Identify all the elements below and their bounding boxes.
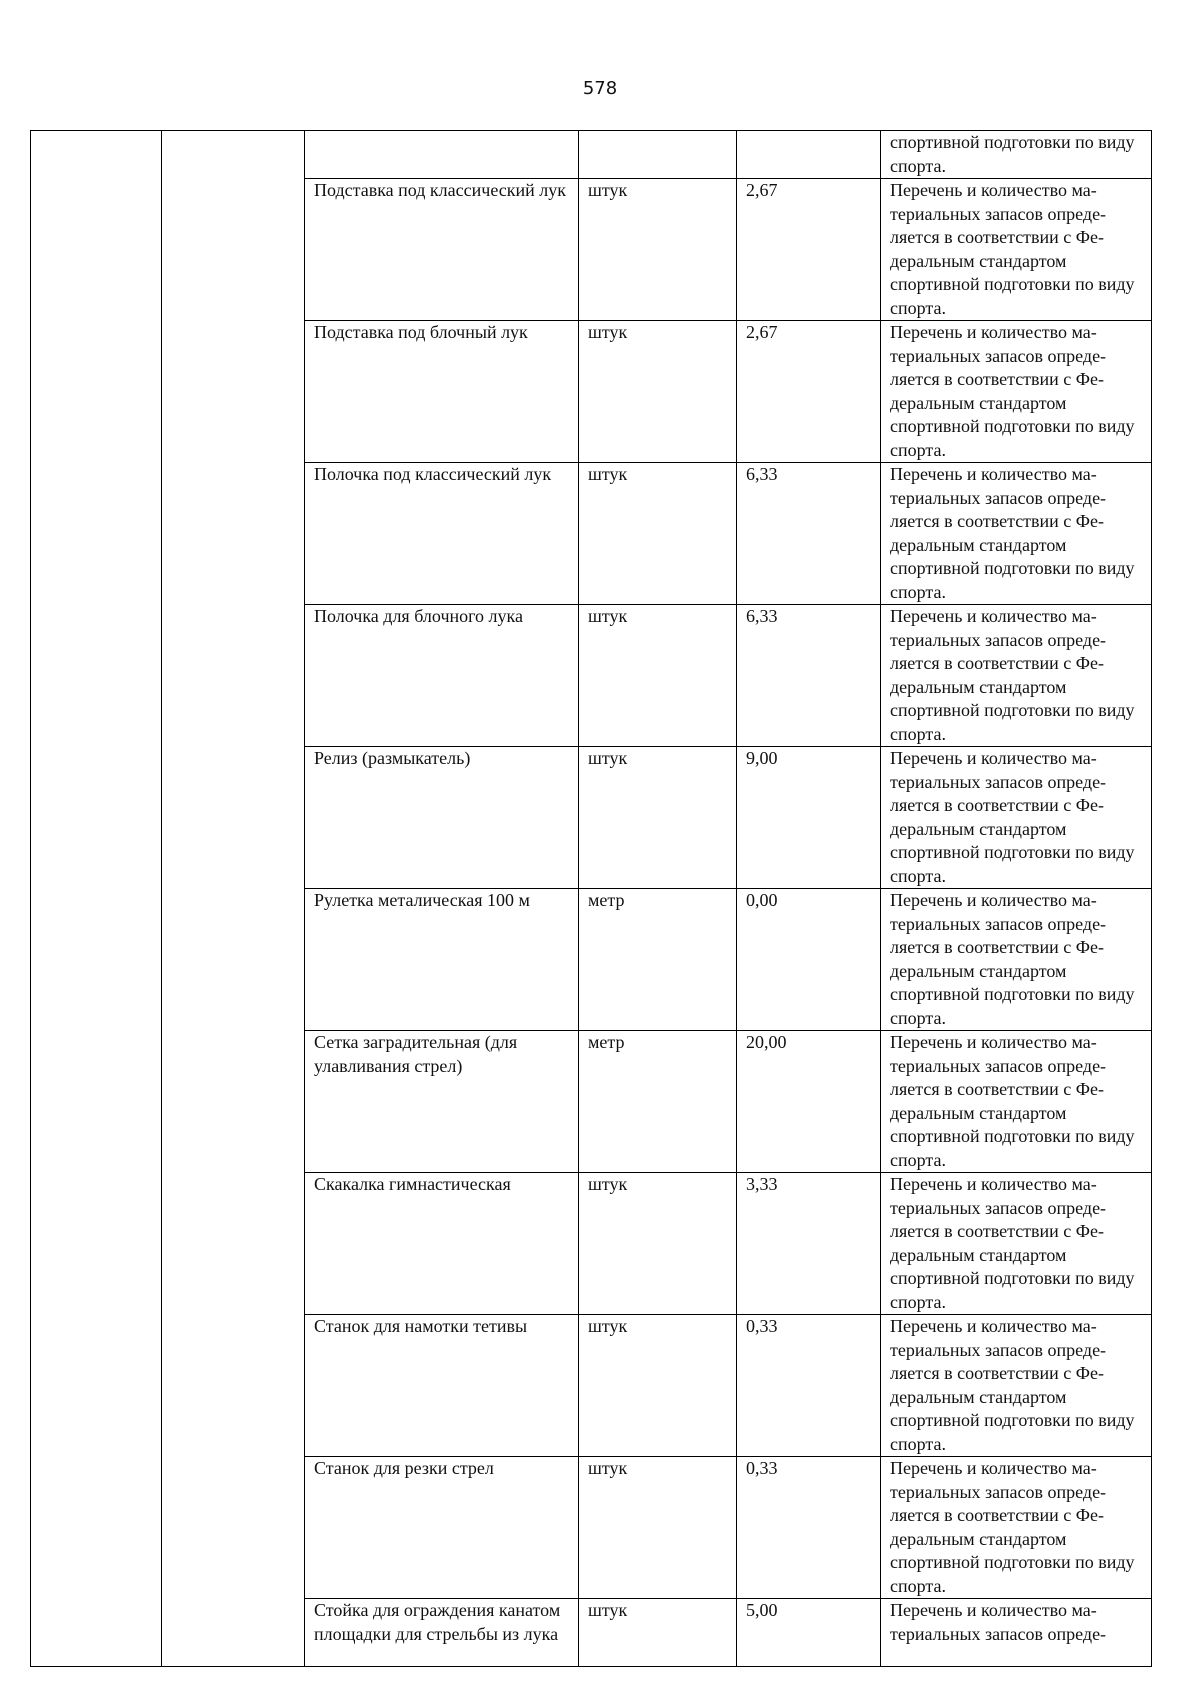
cell-unit: штук: [579, 321, 737, 463]
cell-note: Перечень и количество ма-териальных запасов опреде-ляется в соответствии с Фе-деральным стандартом спортивной подготовки по виду спорта.: [881, 1457, 1152, 1599]
cell-note: Перечень и количество ма-териальных запасов опреде-ляется в соответствии с Фе-деральным стандартом спортивной подготовки по виду спорта.: [881, 463, 1152, 605]
cell-note: Перечень и количество ма-териальных запасов опреде-ляется в соответствии с Фе-деральным стандартом спортивной подготовки по виду спорта.: [881, 1315, 1152, 1457]
equipment-table: [30, 130, 1152, 1667]
cell-unit: [579, 131, 737, 179]
cell-value: 3,33: [737, 1173, 881, 1315]
cell-value: 2,67: [737, 321, 881, 463]
page-number: 578: [582, 78, 618, 99]
cell-name: Релиз (размыкатель): [305, 747, 579, 889]
cell-note: Перечень и количество ма-териальных запасов опреде-ляется в соответствии с Фе-деральным стандартом спортивной подготовки по виду спорта.: [881, 605, 1152, 747]
cell-note: Перечень и количество ма-териальных запасов опреде-ляется в соответствии с Фе-деральным стандартом спортивной подготовки по виду спорта.: [881, 321, 1152, 463]
cell-unit: штук: [579, 1599, 737, 1667]
cell-value: 5,00: [737, 1599, 881, 1667]
cell-value: 2,67: [737, 179, 881, 321]
cell-name: Рулетка металическая 100 м: [305, 889, 579, 1031]
cell-unit: штук: [579, 179, 737, 321]
cell-unit: штук: [579, 1457, 737, 1599]
cell-value: 0,00: [737, 889, 881, 1031]
cell-name: Станок для намотки тетивы: [305, 1315, 579, 1457]
cell-name: [305, 131, 579, 179]
cell-unit: штук: [579, 1173, 737, 1315]
cell-unit: штук: [579, 1315, 737, 1457]
cell-note: Перечень и количество ма-териальных запасов опреде-ляется в соответствии с Фе-деральным стандартом спортивной подготовки по виду спорта.: [881, 1173, 1152, 1315]
cell-name: Подставка под классический лук: [305, 179, 579, 321]
cell-unit: метр: [579, 889, 737, 1031]
cell-value: 0,33: [737, 1457, 881, 1599]
merged-cell-col1: [31, 131, 162, 1667]
cell-value: 9,00: [737, 747, 881, 889]
cell-name: Стойка для ограждения канатом площадки для стрельбы из лука: [305, 1599, 579, 1667]
cell-name: Полочка для блочного лука: [305, 605, 579, 747]
cell-unit: метр: [579, 1031, 737, 1173]
equipment-table-body: [31, 131, 1152, 1667]
cell-note: Перечень и количество ма-териальных запасов опреде-ляется в соответствии с Фе-деральным стандартом спортивной подготовки по виду спорта.: [881, 889, 1152, 1031]
cell-note: Перечень и количество ма-териальных запасов опреде-ляется в соответствии с Фе-деральным стандартом спортивной подготовки по виду спорта.: [881, 179, 1152, 321]
table-row-continuation: [31, 131, 1152, 179]
cell-unit: штук: [579, 605, 737, 747]
cell-name: Сетка заградительная (для улавливания стрел): [305, 1031, 579, 1173]
cell-name: Станок для резки стрел: [305, 1457, 579, 1599]
cell-note: Перечень и количество ма-териальных запасов опреде-: [881, 1599, 1152, 1667]
merged-cell-col2: [162, 131, 305, 1667]
cell-note: Перечень и количество ма-териальных запасов опреде-ляется в соответствии с Фе-деральным стандартом спортивной подготовки по виду спорта.: [881, 747, 1152, 889]
cell-note: спортивной подготовки по виду спорта.: [881, 131, 1152, 179]
cell-value: 20,00: [737, 1031, 881, 1173]
cell-value: 6,33: [737, 605, 881, 747]
cell-name: Полочка под классический лук: [305, 463, 579, 605]
cell-unit: штук: [579, 463, 737, 605]
cell-value: 0,33: [737, 1315, 881, 1457]
cell-name: Скакалка гимнастическая: [305, 1173, 579, 1315]
cell-name: Подставка под блочный лук: [305, 321, 579, 463]
cell-unit: штук: [579, 747, 737, 889]
cell-value: [737, 131, 881, 179]
cell-value: 6,33: [737, 463, 881, 605]
cell-note: Перечень и количество ма-териальных запасов опреде-ляется в соответствии с Фе-деральным стандартом спортивной подготовки по виду спорта.: [881, 1031, 1152, 1173]
